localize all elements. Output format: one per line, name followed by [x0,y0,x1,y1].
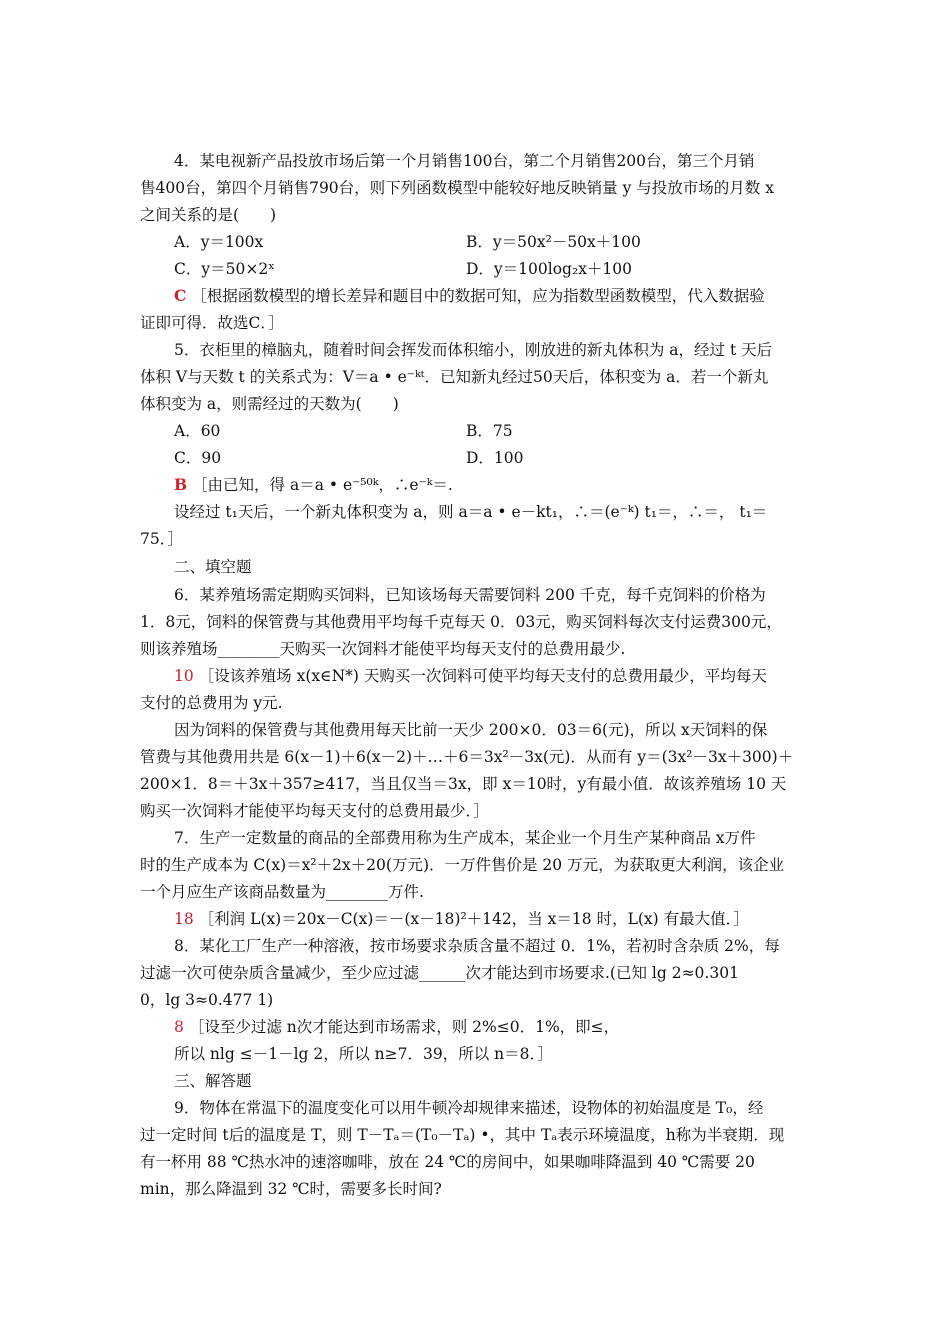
q5-stem-line2: 体积 V与天数 t 的关系式为：V＝a • e⁻ᵏᵗ．已知新丸经过50天后，体积变为 a．若一个新丸 [140,368,769,386]
q5-explanation-line1 [174,475,453,495]
q8-explanation-text: ［设至少过滤 n次才能达到市场需求，则 2%≤0．1%，即≤， [188,1018,620,1036]
q7-explanation-text: ［利润 L(x)＝20x－C(x)＝－(x－18)²＋142，当 x＝18 时，L(x) 有最大值．］ [198,910,749,928]
q6-explanation-line3: 因为饲料的保管费与其他费用每天比前一天少 200×0．03＝6(元)，所以 x天饲料的保 [174,721,768,739]
q8-stem-line2: 过滤一次可使杂质含量减少，至少应过滤______次才能达到市场要求.(已知 lg 2≈0.301 [140,964,739,982]
q4-explanation-line2: 证即可得．故选C．］ [140,314,284,332]
q6-explanation-line4: 管费与其他费用共是 6(x－1)＋6(x－2)＋…＋6＝3x²－3x(元)．从而有 y＝(3x²－3x＋300)＋ [140,748,794,766]
q6-answer: 10 [174,667,194,685]
q8-answer: 8 [174,1018,184,1036]
q5-option-b: B．75 [466,422,513,440]
q7-stem-line3: 一个月应生产该商品数量为________万件. [140,883,424,901]
q4-option-a: A．y＝100x [174,233,264,251]
q9-stem-line1: 9．物体在常温下的温度变化可以用牛顿冷却规律来描述，设物体的初始温度是 T₀，经 [174,1099,764,1117]
q5-stem-line3: 体积变为 a，则需经过的天数为( ) [140,395,399,413]
q5-explanation-text: ［由已知，得 a＝a • e⁻⁵⁰ᵏ，∴e⁻ᵏ＝. [192,476,453,494]
q5-stem-line1: 5．衣柜里的樟脑丸，随着时间会挥发而体积缩小，刚放进的新丸体积为 a，经过 t 天后 [174,341,773,359]
q7-answer: 18 [174,910,194,928]
q9-stem-line4: min，那么降温到 32 ℃时，需要多长时间? [140,1180,442,1198]
q6-explanation-line1 [174,666,767,686]
q6-explanation-line5: 200×1．8＝＋3x＋357≥417，当且仅当＝3x，即 x＝10时，y有最小值．故该养殖场 10 天 [140,775,787,793]
section-fill-in-heading: 二、填空题 [174,558,252,576]
q4-stem-line3: 之间关系的是( ) [140,206,277,224]
q5-explanation-line2: 设经过 t₁天后，一个新丸体积变为 a，则 a＝a • e－kt₁，∴＝(e⁻ᵏ) t₁＝，∴＝， t₁＝ [174,503,768,521]
q7-stem-line2: 时的生产成本为 C(x)＝x²＋2x＋20(万元)．一万件售价是 20 万元，为获取更大利润，该企业 [140,856,785,874]
q5-explanation-line3: 75．］ [140,530,183,548]
q6-stem-line3: 则该养殖场________天购买一次饲料才能使平均每天支付的总费用最少. [140,640,626,658]
q6-explanation-text: ［设该养殖场 x(x∈N*) 天购买一次饲料可使平均每天支付的总费用最少，平均每天 [198,667,767,685]
q9-stem-line3: 有一杯用 88 ℃热水冲的速溶咖啡，放在 24 ℃的房间中，如果咖啡降温到 40 ℃需要 20 [140,1153,755,1171]
q6-stem-line2: 1．8元，饲料的保管费与其他费用平均每千克每天 0．03元，购买饲料每次支付运费300元， [140,613,782,631]
q7-stem-line1: 7．生产一定数量的商品的全部费用称为生产成本，某企业一个月生产某种商品 x万件 [174,829,756,847]
q4-explanation-text: ［根据函数模型的增长差异和题目中的数据可知，应为指数型函数模型，代入数据验 [191,287,765,305]
q4-answer: C [174,286,187,305]
q7-explanation-line1 [174,909,749,929]
q5-option-d: D．100 [466,449,524,467]
q5-option-c: C．90 [174,449,222,467]
q4-option-b: B．y＝50x²－50x＋100 [466,233,641,251]
q6-explanation-line2: 支付的总费用为 y元. [140,694,283,712]
q8-explanation-line1 [174,1017,619,1037]
q6-stem-line1: 6．某养殖场需定期购买饲料，已知该场每天需要饲料 200 千克，每千克饲料的价格为 [174,586,766,604]
q5-option-a: A．60 [174,422,221,440]
q4-stem-line1: 4．某电视新产品投放市场后第一个月销售100台，第二个月销售200台，第三个月销 [174,152,755,170]
q5-answer: B [174,475,188,494]
q6-explanation-line6: 购买一次饲料才能使平均每天支付的总费用最少．］ [140,802,489,820]
q4-option-c: C．y＝50×2ˣ [174,260,275,278]
q8-explanation-line2: 所以 nlg ≤－1－lg 2，所以 n≥7．39，所以 n＝8．］ [174,1045,553,1063]
q4-explanation-line1 [174,286,765,306]
q4-stem-line2: 售400台，第四个月销售790台，则下列函数模型中能较好地反映销量 y 与投放市场的月数 x [140,179,774,197]
q8-stem-line1: 8．某化工厂生产一种溶液，按市场要求杂质含量不超过 0．1%，若初时含杂质 2%，每 [174,937,780,955]
q8-stem-line3: 0，lg 3≈0.477 1) [140,991,274,1009]
section-solution-heading: 三、解答题 [174,1072,252,1090]
q9-stem-line2: 过一定时间 t后的温度是 T，则 T－Tₐ＝(T₀－Tₐ) •，其中 Tₐ表示环境温度，h称为半衰期．现 [140,1126,785,1144]
q4-option-d: D．y＝100log₂x＋100 [466,260,633,278]
